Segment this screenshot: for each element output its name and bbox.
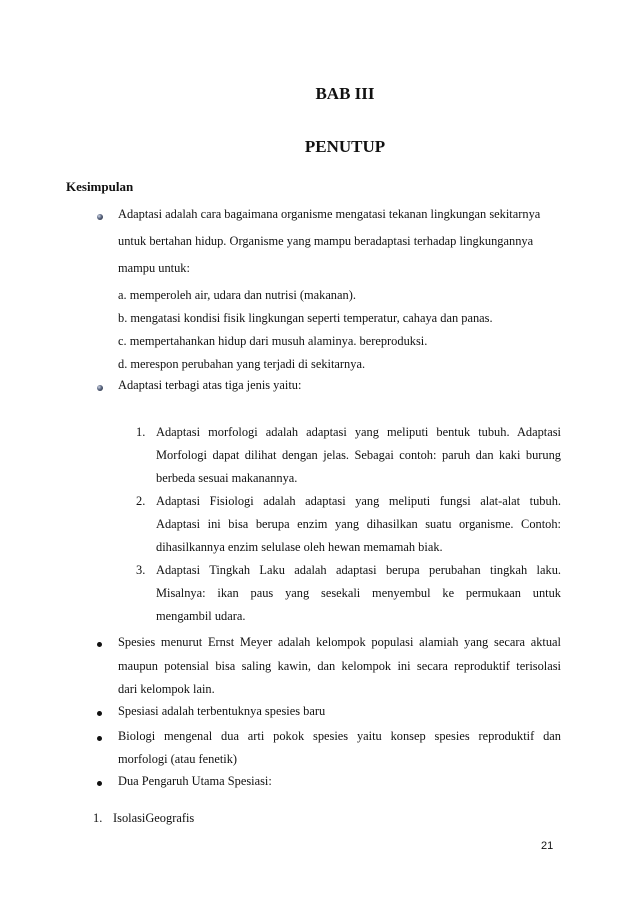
adaptation-line: Adaptasi Tingkah Laku adalah adaptasi berupa perubahan tingkah laku.: [156, 563, 561, 577]
bullet-icon: [97, 642, 102, 647]
speciation-line: Spesies menurut Ernst Meyer adalah kelompok populasi alamiah yang secara aktual: [118, 635, 561, 649]
adaptation-line: berbeda sesuai makanannya.: [156, 471, 298, 485]
speciation-line: dari kelompok lain.: [118, 682, 215, 696]
adaptation-line: Morfologi dapat dilihat dengan jelas. Sebagai contoh: paruh dan kaki burung: [156, 448, 561, 462]
bullet-icon: [97, 781, 102, 786]
adaptation-line: Adaptasi ini bisa berupa enzim yang dihasilkan suatu organisme. Contoh:: [156, 517, 561, 531]
bullet-icon: [97, 736, 102, 741]
bullet-icon: [97, 214, 103, 220]
bullet1-subitem: c. mempertahankan hidup dari musuh alaminya. bereproduksi.: [118, 334, 428, 348]
bullet1-subitem: a. memperoleh air, udara dan nutrisi (makanan).: [118, 288, 356, 302]
bullet1-line: mampu untuk:: [118, 261, 190, 275]
chapter-title: PENUTUP: [304, 137, 386, 156]
bullet1-subitem: b. mengatasi kondisi fisik lingkungan seperti temperatur, cahaya dan panas.: [118, 311, 493, 325]
chapter-number: BAB III: [315, 84, 375, 103]
speciation-line: Spesiasi adalah terbentuknya spesies baru: [118, 704, 326, 718]
list-number: 2.: [136, 494, 146, 508]
bullet1-subitem: d. merespon perubahan yang terjadi di sekitarnya.: [118, 357, 366, 371]
adaptation-line: Adaptasi Fisiologi adalah adaptasi yang meliputi fungsi alat-alat tubuh.: [156, 494, 561, 508]
bullet-icon: [97, 385, 103, 391]
adaptation-line: Adaptasi morfologi adalah adaptasi yang meliputi bentuk tubuh. Adaptasi: [156, 425, 561, 439]
bullet1-line: untuk bertahan hidup. Organisme yang mampu beradaptasi terhadap lingkungannya: [118, 234, 534, 248]
adaptation-line: dihasilkannya enzim selulase oleh hewan memamah biak.: [156, 540, 443, 554]
page-number: 21: [541, 840, 554, 852]
adaptation-line: Misalnya: ikan paus yang sesekali menyembul ke permukaan untuk: [156, 586, 561, 600]
speciation-line: morfologi (atau fenetik): [118, 752, 238, 766]
bullet2-text: Adaptasi terbagi atas tiga jenis yaitu:: [118, 378, 302, 392]
speciation-line: Biologi mengenal dua arti pokok spesies yaitu konsep spesies reproduktif dan: [118, 729, 561, 743]
list-number: 1.: [136, 425, 146, 439]
section-heading: Kesimpulan: [66, 179, 134, 194]
speciation-line: Dua Pengaruh Utama Spesiasi:: [118, 774, 272, 788]
speciation-line: maupun potensial bisa saling kawin, dan kelompok ini secara reproduktif terisolasi: [118, 659, 561, 673]
adaptation-line: mengambil udara.: [156, 609, 246, 623]
bullet-icon: [97, 711, 102, 716]
bullet1-line: Adaptasi adalah cara bagaimana organisme mengatasi tekanan lingkungan sekitarnya: [118, 207, 541, 221]
list-number: 3.: [136, 563, 146, 577]
list-number: 1.: [93, 811, 103, 825]
final-list-item: IsolasiGeografis: [113, 811, 195, 825]
